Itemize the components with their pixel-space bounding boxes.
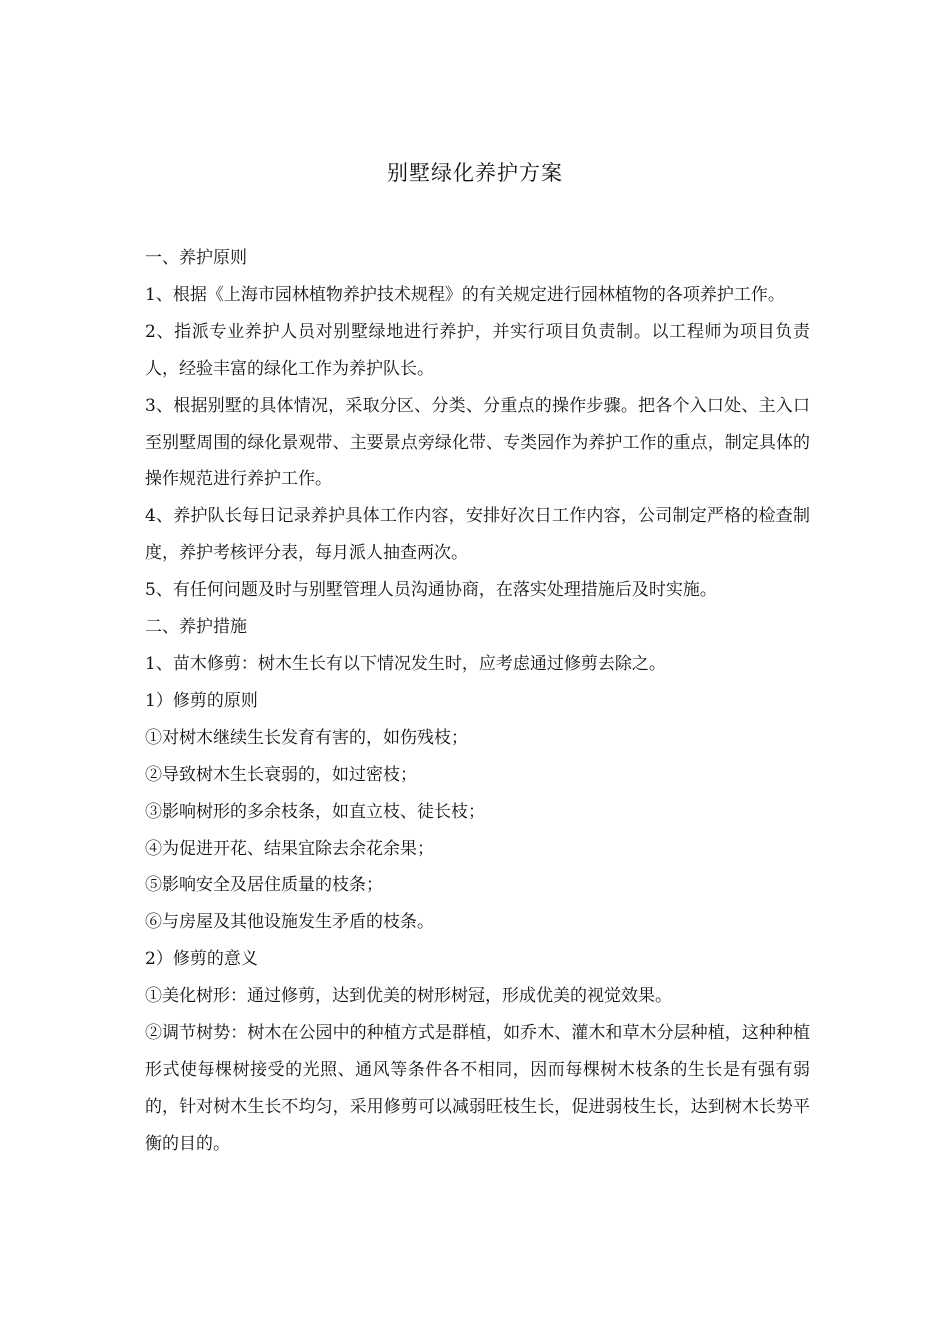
list-item: ④为促进开花、结果宜除去余花余果； xyxy=(145,838,434,859)
list-item: ①美化树形：通过修剪，达到优美的树形树冠，形成优美的视觉效果。 xyxy=(145,986,672,1007)
section-heading-measures: 二、养护措施 xyxy=(145,617,247,638)
list-item: ②导致树木生长衰弱的，如过密枝； xyxy=(145,764,417,785)
paragraph-principle-3: 3、根据别墅的具体情况，采取分区、分类、分重点的操作步骤。把各个入口处、主入口至别墅周围的绿化景观带、主要景点旁绿化带、专类园作为养护工作的重点，制定具体的操作规范进行养护工作。 xyxy=(145,395,810,490)
paragraph-principle-2: 2、指派专业养护人员对别墅绿地进行养护，并实行项目负责制。以工程师为项目负责人，经验丰富的绿化工作为养护队长。 xyxy=(145,321,810,379)
section-heading-principles: 一、养护原则 xyxy=(145,248,247,268)
paragraph-pruning-intro: 1、苗木修剪：树木生长有以下情况发生时，应考虑通过修剪去除之。 xyxy=(145,653,666,674)
list-item: ②调节树势：树木在公园中的种植方式是群植，如乔木、灌木和草木分层种植，这种种植形式使每棵树接受的光照、通风等条件各不相同，因而每棵树木枝条的生长是有强有弱的，针对树木生长不均匀，采用修剪可以减弱旺枝生长，促进弱枝生长，达到树木长势平衡的目的。 xyxy=(145,1023,810,1154)
document-body xyxy=(145,240,810,1163)
paragraph-principle-4: 4、养护队长每日记录养护具体工作内容，安排好次日工作内容，公司制定严格的检查制度，养护考核评分表，每月派人抽查两次。 xyxy=(145,506,810,564)
subheading-pruning-significance: 2）修剪的意义 xyxy=(145,949,258,970)
document-title: 别墅绿化养护方案 xyxy=(387,161,563,185)
paragraph-principle-5: 5、有任何问题及时与别墅管理人员沟通协商，在落实处理措施后及时实施。 xyxy=(145,580,717,601)
list-item: ③影响树形的多余枝条，如直立枝、徒长枝； xyxy=(145,801,485,822)
subheading-pruning-principles: 1）修剪的原则 xyxy=(145,690,258,711)
list-item: ①对树木继续生长发育有害的，如伤残枝； xyxy=(145,727,468,748)
list-item: ⑥与房屋及其他设施发生矛盾的枝条。 xyxy=(145,912,434,933)
paragraph-principle-1: 1、根据《上海市园林植物养护技术规程》的有关规定进行园林植物的各项养护工作。 xyxy=(145,284,785,305)
list-item: ⑤影响安全及居住质量的枝条； xyxy=(145,875,383,896)
